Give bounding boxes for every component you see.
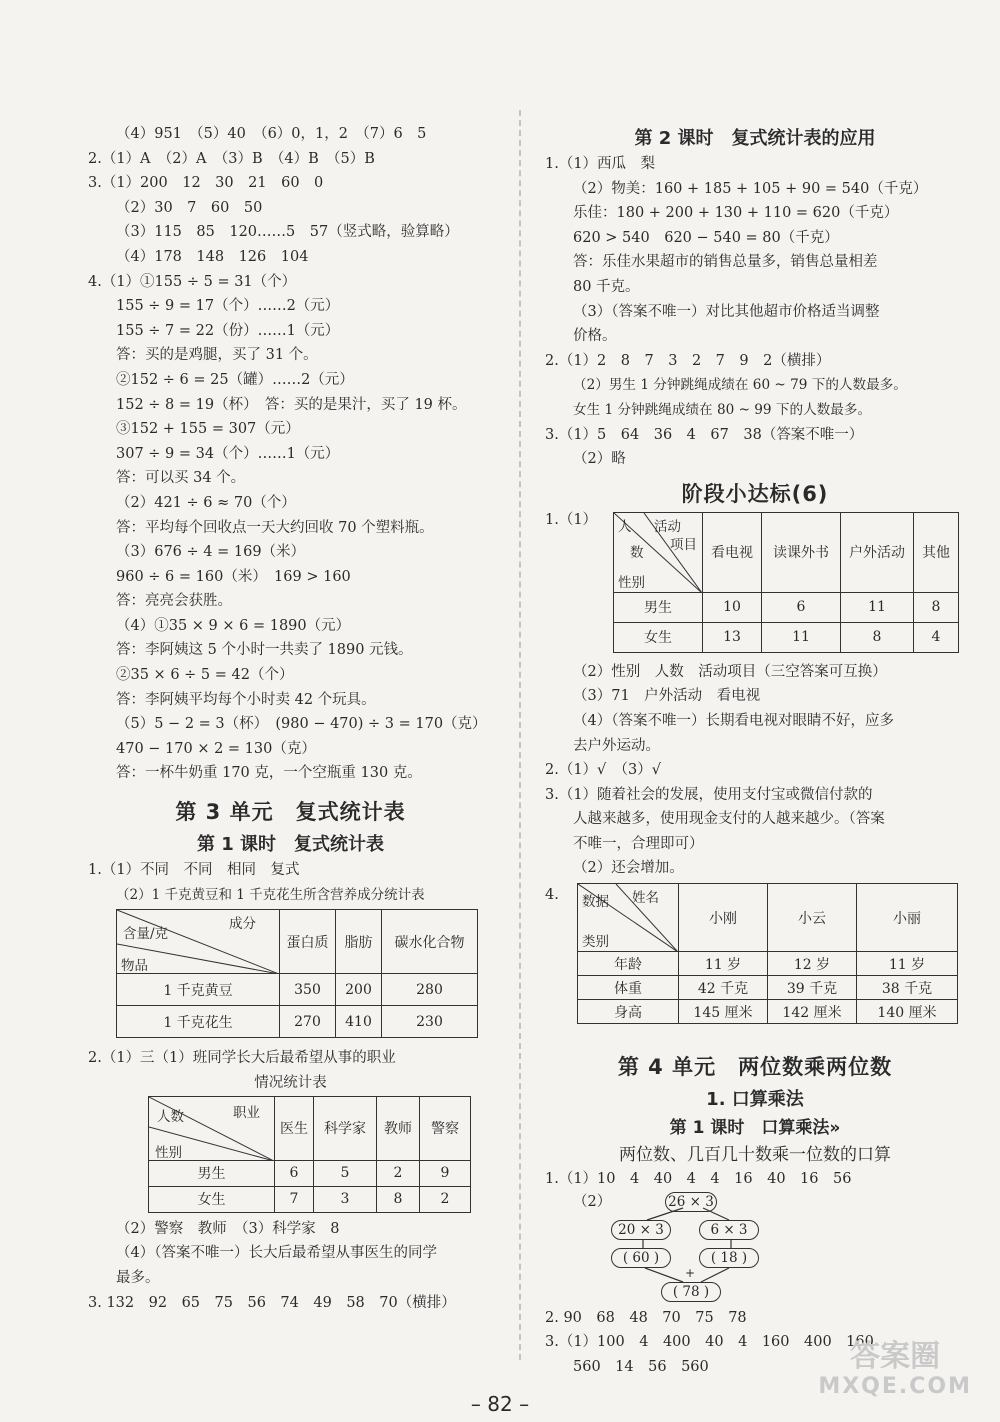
career-table — [148, 1096, 471, 1213]
table-cell: 280 — [382, 974, 478, 1006]
table-cell: 5 — [314, 1160, 377, 1186]
table-row — [149, 1186, 471, 1212]
table-cell: 350 — [280, 974, 336, 1006]
watermark-url: MXQE.COM — [818, 1374, 972, 1399]
answer-line: 155 ÷ 9 = 17（个）……2（元） — [116, 298, 340, 315]
answer-line: 答：一杯牛奶重 170 克，一个空瓶重 130 克。 — [116, 765, 422, 782]
table-row — [117, 974, 478, 1006]
table-cell: 11 岁 — [679, 952, 768, 976]
table-cell: 270 — [280, 1006, 336, 1038]
nutrition-table — [116, 909, 478, 1038]
answer-line: 3.（1）100 4 400 40 4 160 400 160 — [545, 1334, 874, 1351]
table-cell: 4 — [914, 622, 959, 652]
answer-line: 去户外运动。 — [573, 737, 660, 754]
table-cell: 6 — [762, 592, 841, 622]
corner-label: 性别 — [618, 574, 645, 591]
answer-line: （2）略 — [573, 451, 626, 468]
question-label: 1.（1） — [545, 511, 598, 528]
table-cell: 200 — [336, 974, 382, 1006]
answer-line: 价格。 — [573, 328, 617, 345]
table-row — [614, 592, 959, 622]
column-header: 脂肪 — [336, 910, 382, 974]
unit-title: 第 3 单元 复式统计表 — [175, 800, 406, 825]
table-cell: 2 — [377, 1160, 420, 1186]
answer-line: （3）71 户外活动 看电视 — [573, 688, 761, 705]
answer-line: 3.（1）5 64 36 4 67 38（答案不唯一） — [545, 426, 864, 443]
answer-line: （4）（答案不唯一）长大后最希望从事医生的同学 — [116, 1245, 437, 1262]
table-row — [578, 952, 958, 976]
column-header: 小云 — [768, 884, 857, 952]
table-cell: 11 — [841, 592, 914, 622]
table-caption: （2）1 千克黄豆和 1 千克花生所含营养成分统计表 — [116, 886, 425, 903]
answer-line: （4）（答案不唯一）长期看电视对眼睛不好，应多 — [573, 712, 894, 729]
column-divider — [519, 110, 521, 1360]
answer-line: （2）警察 教师 （3）科学家 8 — [116, 1220, 340, 1237]
corner-label: 项目 — [670, 536, 697, 553]
corner-label: 职业 — [233, 1104, 260, 1121]
column-header: 小丽 — [857, 884, 958, 952]
student-data-table — [577, 883, 958, 1024]
page-number: – 82 – — [470, 1392, 530, 1416]
row-header: 男生 — [614, 592, 703, 622]
diagram-right-result: ( 18 ) — [699, 1248, 759, 1268]
answer-line: 960 ÷ 6 = 160（米） 169 > 160 — [116, 568, 351, 585]
diagram-right-node: 6 × 3 — [699, 1220, 759, 1240]
watermark-logo — [818, 1339, 972, 1402]
table-cell: 10 — [703, 592, 762, 622]
table-cell: 9 — [420, 1160, 471, 1186]
diagram-total-node: ( 78 ) — [661, 1282, 721, 1302]
column-header: 医生 — [275, 1096, 314, 1160]
answer-line: 80 千克。 — [573, 278, 640, 295]
table-row — [614, 622, 959, 652]
answer-line: 2.（1）√ （3）√ — [545, 762, 662, 779]
answer-line: （2）421 ÷ 6 ≈ 70（个） — [116, 494, 296, 511]
column-header: 科学家 — [314, 1096, 377, 1160]
answer-line: 307 ÷ 9 = 34（个）……1（元） — [116, 445, 340, 462]
table-cell: 140 厘米 — [857, 1000, 958, 1024]
question-4-table-wrap — [545, 883, 965, 1035]
table-corner-cell — [578, 884, 679, 952]
answer-line: 人越来越多，使用现金支付的人越来越少。（答案 — [573, 811, 885, 828]
question-label: 4. — [545, 887, 559, 904]
answer-line: 155 ÷ 7 = 22（份）……1（元） — [116, 322, 340, 339]
table-corner-cell — [614, 512, 703, 592]
corner-label: 姓名 — [632, 890, 659, 907]
answer-line: （4）①35 × 9 × 6 = 1890（元） — [116, 617, 351, 634]
answer-line: （2）物美：160 + 185 + 105 + 90 = 540（千克） — [573, 180, 928, 197]
table-row — [117, 1006, 478, 1038]
table-cell: 13 — [703, 622, 762, 652]
row-header: 1 千克花生 — [117, 1006, 280, 1038]
table-cell: 12 岁 — [768, 952, 857, 976]
column-header: 教师 — [377, 1096, 420, 1160]
answer-line: 470 − 170 × 2 = 130（克） — [116, 740, 316, 757]
subsection-title: 两位数、几百几十数乘一位数的口算 — [619, 1145, 891, 1166]
answer-line: 3.（1）200 12 30 21 60 0 — [88, 175, 324, 192]
table-caption: 情况统计表 — [254, 1074, 327, 1091]
table-cell: 145 厘米 — [679, 1000, 768, 1024]
answer-line: （3）（答案不唯一）对比其他超市价格适当调整 — [573, 303, 880, 320]
answer-line: 答：平均每个回收点一天大约回收 70 个塑料瓶。 — [116, 519, 434, 536]
answer-line: ③152 + 155 = 307（元） — [116, 421, 300, 438]
diagram-top-node: 26 × 3 — [665, 1192, 717, 1212]
corner-label: 物品 — [121, 958, 148, 975]
corner-label: 成分 — [229, 916, 256, 933]
row-header: 身高 — [578, 1000, 679, 1024]
row-header: 1 千克黄豆 — [117, 974, 280, 1006]
column-header: 警察 — [420, 1096, 471, 1160]
table-row — [578, 1000, 958, 1024]
answer-line: 1.（1）10 4 40 4 4 16 40 16 56 — [545, 1171, 852, 1188]
table-cell: 230 — [382, 1006, 478, 1038]
answer-line: （5）5 − 2 = 3（杯） (980 − 470) ÷ 3 = 170（克） — [116, 716, 487, 733]
row-header: 年龄 — [578, 952, 679, 976]
corner-label: 数据 — [582, 894, 609, 911]
table-cell: 8 — [377, 1186, 420, 1212]
answer-line: 152 ÷ 8 = 19（杯） 答：买的是果汁，买了 19 杯。 — [116, 396, 467, 413]
answer-line: （2）性别 人数 活动项目（三空答案可互换） — [573, 663, 887, 680]
table-cell: 39 千克 — [768, 976, 857, 1000]
table-corner-cell — [117, 910, 280, 974]
answer-line: ②35 × 6 ÷ 5 = 42（个） — [116, 667, 294, 684]
answer-line: 答：乐佳水果超市的销售总量多，销售总量相差 — [573, 254, 878, 271]
table-cell: 3 — [314, 1186, 377, 1212]
answer-line: 4.（1）①155 ÷ 5 = 31（个） — [88, 273, 297, 290]
answer-line: （3）676 ÷ 4 = 169（米） — [116, 544, 306, 561]
table-cell: 142 厘米 — [768, 1000, 857, 1024]
answer-line: 560 14 56 560 — [573, 1358, 709, 1375]
answer-line: （2）男生 1 分钟跳绳成绩在 60 ~ 79 下的人数最多。 — [573, 377, 907, 394]
answer-line: 答：李阿姨平均每个小时卖 42 个玩具。 — [116, 691, 376, 708]
row-header: 男生 — [149, 1160, 275, 1186]
corner-label: 人 — [618, 518, 632, 535]
answer-line: ②152 ÷ 6 = 25（罐）……2（元） — [116, 371, 354, 388]
plus-sign: + — [685, 1265, 696, 1280]
table-cell: 38 千克 — [857, 976, 958, 1000]
answer-line: 3.（1）随着社会的发展，使用支付宝或微信付款的 — [545, 786, 873, 803]
answer-line: 最多。 — [116, 1270, 160, 1286]
answer-line: 1.（1）不同 不同 相同 复式 — [88, 862, 300, 879]
corner-label: 数 — [630, 544, 644, 561]
lesson-title: 第 2 课时 复式统计表的应用 — [634, 128, 876, 149]
table-cell: 6 — [275, 1160, 314, 1186]
corner-label: 人数 — [157, 1108, 184, 1125]
answer-line: （4）951 （5）40 （6）0，1，2 （7）6 5 — [116, 126, 427, 142]
row-header: 体重 — [578, 976, 679, 1000]
table-cell: 2 — [420, 1186, 471, 1212]
lesson-title: 第 1 课时 复式统计表 — [196, 834, 385, 856]
column-header: 蛋白质 — [280, 910, 336, 974]
table-cell: 11 — [762, 622, 841, 652]
table-corner-cell — [149, 1096, 275, 1160]
column-header: 户外活动 — [841, 512, 914, 592]
table-cell: 8 — [841, 622, 914, 652]
column-header: 小刚 — [679, 884, 768, 952]
diagram-left-node: 20 × 3 — [611, 1220, 671, 1240]
column-header: 读课外书 — [762, 512, 841, 592]
row-header: 女生 — [614, 622, 703, 652]
corner-label: 性别 — [155, 1144, 182, 1161]
table-cell: 11 岁 — [857, 952, 958, 976]
answer-line: 1.（1）西瓜 梨 — [545, 156, 656, 172]
column-header: 其他 — [914, 512, 959, 592]
table-cell: 7 — [275, 1186, 314, 1212]
corner-label: 活动 — [654, 518, 681, 535]
right-column — [545, 124, 965, 1379]
answer-line: 答：可以买 34 个。 — [116, 470, 246, 487]
answer-line: （4）178 148 126 104 — [116, 248, 309, 265]
corner-label: 类别 — [582, 934, 609, 951]
table-cell: 8 — [914, 592, 959, 622]
watermark-text: 答案圈 — [850, 1339, 941, 1374]
answer-line: 2. 90 68 48 70 75 78 — [545, 1309, 747, 1326]
answer-line: 不唯一，合理即可） — [573, 835, 704, 852]
column-header: 碳水化合物 — [382, 910, 478, 974]
stage-title: 阶段小达标(6) — [681, 481, 829, 506]
row-header: 女生 — [149, 1186, 275, 1212]
answer-line: 2.（1）A （2）A （3）B （4）B （5）B — [88, 150, 375, 167]
answer-line: （3）115 85 120……5 57（竖式略，验算略） — [116, 224, 459, 241]
answer-line: 2.（1）三（1）班同学长大后最希望从事的职业 — [88, 1050, 396, 1067]
table-cell: 42 千克 — [679, 976, 768, 1000]
answer-line: （2）30 7 60 50 — [116, 199, 263, 216]
left-column — [88, 122, 493, 1315]
lesson-title: 第 1 课时 口算乘法» — [669, 1118, 841, 1139]
answer-line: （2） — [573, 1193, 612, 1210]
answer-line: 答：买的是鸡腿，买了 31 个。 — [116, 347, 318, 364]
answer-line: （2）还会增加。 — [573, 860, 684, 877]
table-row — [149, 1160, 471, 1186]
answer-line: 乐佳：180 + 200 + 130 + 110 = 620（千克） — [573, 205, 899, 222]
activity-table — [613, 512, 959, 653]
mental-math-diagram-wrap — [545, 1192, 965, 1306]
answer-line: 2.（1）2 8 7 3 2 7 9 2（横排） — [545, 352, 831, 369]
table-row — [578, 976, 958, 1000]
answer-line: 答：亮亮会获胜。 — [116, 593, 232, 610]
section-title: 1. 口算乘法 — [706, 1089, 804, 1111]
question-1-table-wrap — [545, 512, 965, 660]
answers-block-a — [88, 122, 493, 786]
answer-line: 女生 1 分钟跳绳成绩在 80 ~ 99 下的人数最多。 — [573, 401, 872, 418]
corner-label: 含量/克 — [123, 926, 169, 943]
column-header: 看电视 — [703, 512, 762, 592]
mental-math-diagram — [605, 1192, 805, 1302]
unit-title: 第 4 单元 两位数乘两位数 — [617, 1055, 893, 1080]
table-cell: 410 — [336, 1006, 382, 1038]
diagram-left-result: ( 60 ) — [611, 1248, 671, 1268]
answer-line: 620 > 540 620 − 540 = 80（千克） — [573, 229, 839, 246]
answer-line: 答：李阿姨这 5 个小时一共卖了 1890 元钱。 — [116, 642, 413, 659]
answer-line: 3. 132 92 65 75 56 74 49 58 70（横排） — [88, 1294, 456, 1311]
